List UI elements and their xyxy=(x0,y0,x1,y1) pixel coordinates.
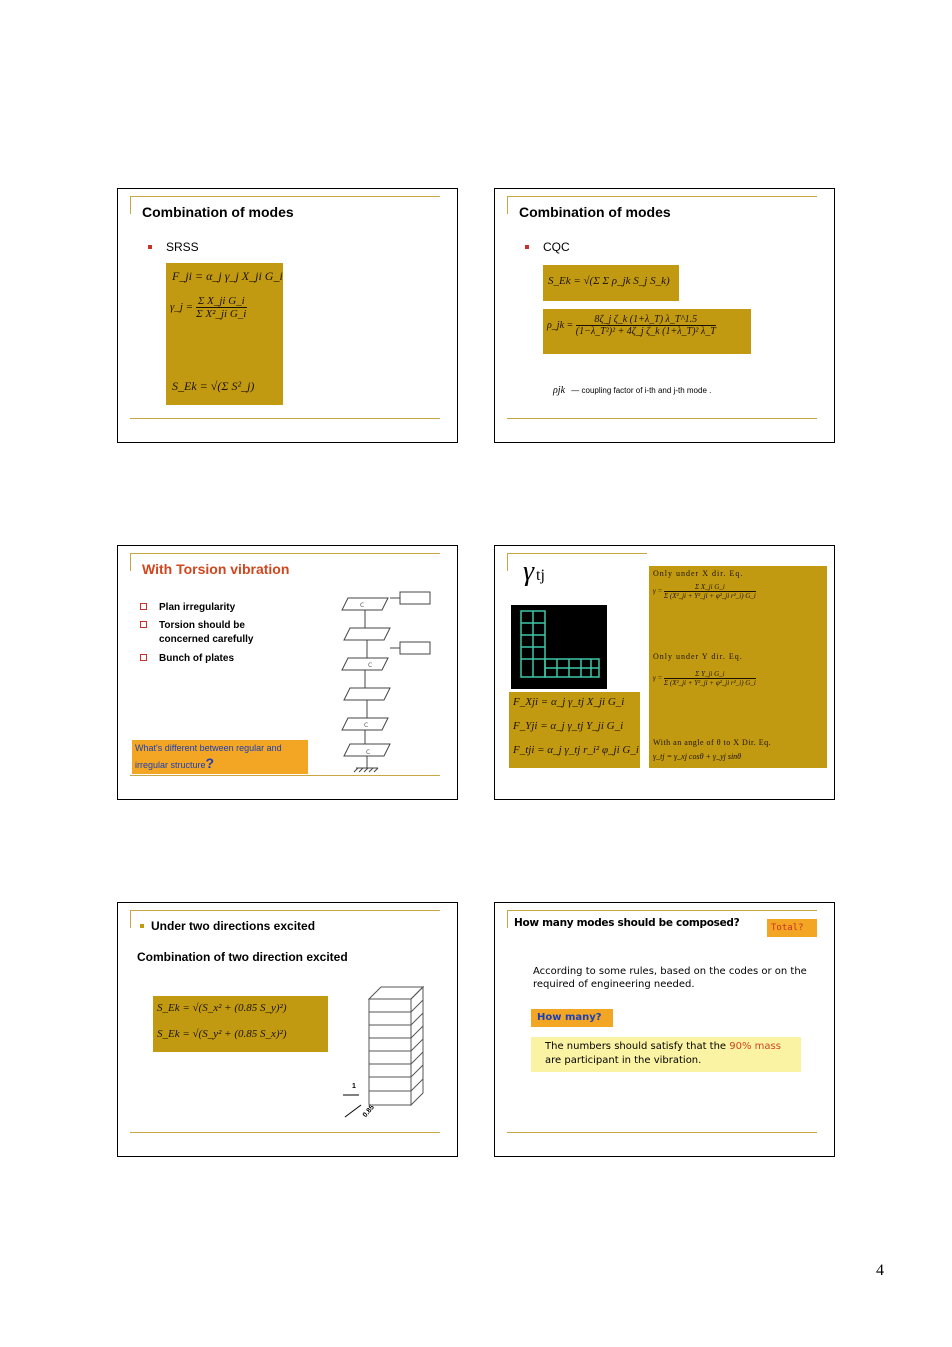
irregular-plan-image xyxy=(511,605,607,689)
slide-torsion-formulas xyxy=(494,545,835,800)
formula-rho xyxy=(547,314,716,337)
formula-ft: F_tji = α_j γ_tj r_i² φ_ji G_i xyxy=(513,744,639,756)
footer-rule xyxy=(507,1132,817,1133)
svg-text:C: C xyxy=(364,722,369,729)
slide-torsion xyxy=(117,545,458,800)
formula-gamma xyxy=(170,295,247,320)
gamma-lhs: γ_j = xyxy=(170,301,194,314)
rho-symbol: ρjk xyxy=(553,385,566,396)
coupling-note xyxy=(553,385,711,396)
title-accent xyxy=(130,196,131,214)
footer-rule xyxy=(130,1132,440,1133)
x-gamma-formula xyxy=(653,583,756,600)
x-denominator: Σ (X²_ji + Y²_ji + φ²_ji r²_i) G_i xyxy=(663,592,756,600)
question-text: What's different between regular and irregular structure xyxy=(135,743,282,770)
x-fraction xyxy=(664,583,756,600)
slide-title: With Torsion vibration xyxy=(142,561,290,577)
angle-formula: γ_tj = γ_xj cosθ + γ_yj sinθ xyxy=(653,752,742,761)
floor-plates-diagram xyxy=(338,582,450,774)
page-number: 4 xyxy=(876,1262,884,1279)
two-direction-formula-box xyxy=(153,996,328,1052)
svg-text:C: C xyxy=(366,749,371,756)
formula-fy: F_Yji = α_j γ_tj Y_ji G_i xyxy=(513,720,624,732)
srss-formula-box xyxy=(166,263,283,405)
x-direction-heading: Only under X dir. Eq. xyxy=(653,569,744,578)
svg-text:C: C xyxy=(368,662,373,669)
answer-highlight: 90% mass xyxy=(729,1041,781,1052)
bullet-marker-icon xyxy=(140,654,147,661)
gamma-subscript: tj xyxy=(536,567,545,584)
title-rule xyxy=(130,553,440,554)
torsion-bullets xyxy=(140,602,290,664)
title-accent xyxy=(507,553,508,571)
rho-numerator: 8ζ_j ζ_k (1+λ_T) λ_T^1.5 xyxy=(576,314,716,326)
formula-sek: S_Ek = √(Σ S²_j) xyxy=(172,379,255,393)
answer-box xyxy=(531,1037,801,1072)
y-gamma-formula xyxy=(653,670,756,687)
footer-rule xyxy=(130,775,440,776)
bullet-item xyxy=(140,653,290,664)
footer-rule xyxy=(130,418,440,419)
title-rule xyxy=(130,196,440,197)
x-numerator: Σ X_ji G_i xyxy=(664,583,756,592)
rho-fraction xyxy=(576,314,716,337)
gamma-formula-box xyxy=(649,566,827,768)
direction-label-one: 1 xyxy=(352,1083,356,1090)
gamma-lhs: γ = xyxy=(653,587,664,596)
angle-heading: With an angle of θ to X Dir. Eq. xyxy=(653,738,772,747)
y-fraction xyxy=(664,670,756,687)
bullet-marker-icon xyxy=(525,245,529,249)
bullet-text: Under two directions excited xyxy=(151,919,316,933)
question-mark: ? xyxy=(205,755,215,771)
bullet-text: CQC xyxy=(543,240,570,254)
bullet-srss xyxy=(148,240,199,254)
title-accent xyxy=(507,196,508,214)
y-direction-heading: Only under Y dir. Eq. xyxy=(653,652,743,661)
slide-srss xyxy=(117,188,458,443)
slide-title: Combination of modes xyxy=(519,204,671,220)
title-accent xyxy=(507,910,508,928)
gamma-fraction xyxy=(196,295,247,320)
bullet-text: Plan irregularity xyxy=(159,602,236,613)
formula-force: F_ji = α_j γ_j X_ji G_i xyxy=(172,269,283,283)
gamma-lhs: γ = xyxy=(653,674,664,683)
slide-title: Combination of modes xyxy=(142,204,294,220)
slide-two-directions xyxy=(117,902,458,1157)
note-text: — coupling factor of i-th and j-th mode . xyxy=(571,386,712,395)
question-box xyxy=(132,740,308,774)
bullet-marker-icon xyxy=(140,924,144,928)
bullet-text: Torsion should be concerned carefully xyxy=(159,620,254,645)
how-many-badge: How many? xyxy=(531,1009,613,1027)
cqc-sum-box xyxy=(543,265,679,301)
body-text: According to some rules, based on the codes or on the required of engineering needed. xyxy=(533,966,807,990)
direction-label-085: 0.85 xyxy=(361,1104,376,1119)
title-rule xyxy=(507,196,817,197)
cqc-rho-box xyxy=(543,309,751,354)
y-denominator: Σ (X²_ji + Y²_ji + φ²_ji r²_i) G_i xyxy=(663,679,756,687)
svg-text:C: C xyxy=(360,602,365,609)
bullet-item xyxy=(140,602,290,613)
bullet-item xyxy=(140,619,290,647)
title-rule xyxy=(130,910,440,911)
slide-title: How many modes should be composed? xyxy=(514,917,740,929)
formula-sek-x: S_Ek = √(S_x² + (0.85 S_y)²) xyxy=(157,1002,287,1014)
y-numerator: Σ Y_ji G_i xyxy=(664,670,756,679)
bullet-text: Bunch of plates xyxy=(159,653,235,664)
bullet-text: SRSS xyxy=(166,240,199,254)
rho-lhs: ρ_jk = xyxy=(547,319,574,331)
answer-text-before: The numbers should satisfy that the xyxy=(545,1041,730,1052)
slide-cqc xyxy=(494,188,835,443)
force-formula-box xyxy=(509,692,640,768)
title-rule xyxy=(507,910,817,911)
total-badge: Total? xyxy=(767,919,817,937)
answer-text-after: are participant in the vibration. xyxy=(545,1055,702,1066)
formula-fx: F_Xji = α_j γ_tj X_ji G_i xyxy=(513,696,625,708)
formula-cqc-sum: S_Ek = √(Σ Σ ρ_jk S_j S_k) xyxy=(548,275,670,287)
formula-sek-y: S_Ek = √(S_y² + (0.85 S_x)²) xyxy=(157,1028,287,1040)
gamma-tj-label xyxy=(523,556,545,588)
gamma-denominator: Σ X²_ji G_i xyxy=(196,308,247,320)
bullet-two-directions xyxy=(140,919,315,933)
slide-how-many-modes xyxy=(494,902,835,1157)
title-rule xyxy=(507,553,647,554)
slide-subtitle: Combination of two direction excited xyxy=(137,950,348,964)
bullet-marker-icon xyxy=(140,603,147,610)
gamma-symbol: γ xyxy=(523,556,535,587)
bullet-marker-icon xyxy=(148,245,152,249)
bullet-marker-icon xyxy=(140,621,147,628)
bullet-cqc xyxy=(525,240,570,254)
building-stack-diagram xyxy=(343,985,433,1125)
gamma-numerator: Σ X_ji G_i xyxy=(197,295,245,307)
rho-denominator: (1−λ_T²)² + 4ζ_j ζ_k (1+λ_T)² λ_T xyxy=(575,326,716,337)
title-accent xyxy=(130,553,131,571)
footer-rule xyxy=(507,418,817,419)
title-accent xyxy=(130,910,131,928)
